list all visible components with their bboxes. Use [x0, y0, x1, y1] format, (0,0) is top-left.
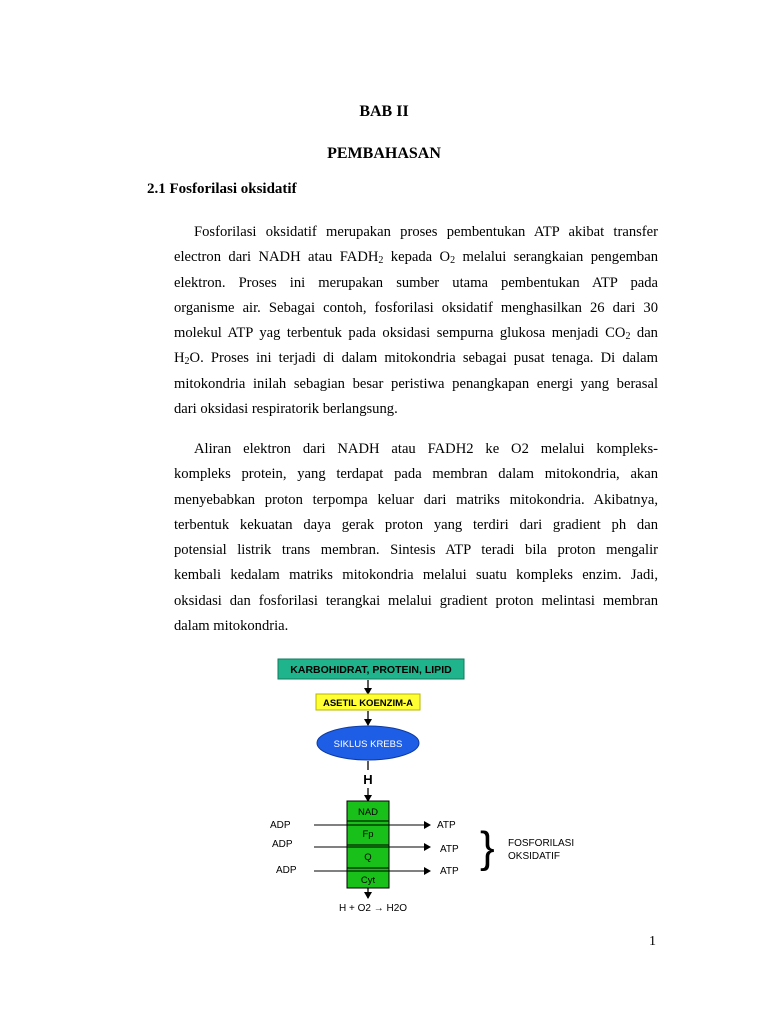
chain-nad-label: NAD	[357, 807, 379, 818]
paragraph-1-line-4: organisme air. Sebagai contoh, fosforilasi oksidatif menghasilkan 26 dari 30	[174, 299, 658, 316]
water-formation-label: H + O2 → H2O	[338, 903, 408, 914]
paragraph-2-line-5: potensial listrik trans membran. Sintesis ATP teradi bila proton mengalir	[174, 542, 658, 559]
paragraph-2-line-1: Aliran elektron dari NADH atau FADH2 ke O2 melalui kompleks-	[194, 441, 658, 457]
chain-fp-label: Fp	[362, 829, 374, 840]
paragraph-2-line-3: menyebabkan proton terpompa keluar dari matriks mitokondria. Akibatnya,	[174, 491, 658, 508]
text-fragment: electron dari NADH atau FADH	[174, 249, 379, 266]
adp-label: ADP	[270, 820, 291, 831]
paragraph-1-line-3: elektron. Proses ini merupakan sumber utama pembentukan ATP pada	[174, 274, 658, 291]
adp-label: ADP	[272, 839, 293, 850]
text-fragment: O. Proses ini terjadi di dalam mitokondria sebagai pusat tenaga. Di dalam	[189, 350, 658, 367]
atp-label: ATP	[440, 866, 459, 877]
page-number: 1	[649, 934, 656, 949]
section-heading: 2.1 Fosforilasi oksidatif	[147, 181, 297, 197]
text-fragment: molekul ATP yag terbentuk pada oksidasi sempurna glukosa menjadi CO	[174, 325, 626, 342]
paragraph-1-line-7: mitokondria inilah sebagian besar peristiwa penangkapan energi yang berasal	[174, 375, 658, 392]
paragraph-2-line-2: kompleks protein, yang terdapat pada membran dalam mitokondria, akan	[174, 466, 658, 483]
text-fragment: kepada O	[383, 249, 451, 266]
paragraph-2-line-8: dalam mitokondria.	[174, 618, 289, 635]
adp-label: ADP	[276, 865, 297, 876]
paragraph-2-line-6: kembali kedalam matriks mitokondria melalui suatu kompleks enzim. Jadi,	[174, 567, 658, 584]
source-box-label: KARBOHIDRAT, PROTEIN, LIPID	[290, 664, 452, 676]
subscript: 2	[625, 331, 631, 343]
acetyl-coa-label: ASETIL KOENZIM-A	[322, 698, 414, 709]
paragraph-1-line-1: Fosforilasi oksidatif merupakan proses pembentukan ATP akibat transfer	[194, 224, 658, 240]
chapter-heading: BAB II	[359, 103, 409, 120]
oksidatif-label: OKSIDATIF	[508, 851, 561, 862]
subscript: 2	[378, 255, 384, 267]
atp-label: ATP	[437, 820, 456, 831]
chain-cyt-label: Cyt	[360, 875, 376, 886]
paragraph-2-line-7: oksidasi dan fosforilasi terangkai melalui gradient proton melintasi membran	[174, 592, 658, 609]
hydrogen-label: H	[363, 772, 373, 787]
chapter-title: PEMBAHASAN	[327, 145, 441, 162]
paragraph-1-line-8: dari oksidasi respiratorik berlangsung.	[174, 401, 398, 418]
fosforilasi-label: FOSFORILASI	[508, 838, 575, 849]
subscript: 2	[184, 356, 190, 368]
text-fragment: H	[174, 350, 185, 367]
chain-q-label: Q	[364, 852, 372, 863]
text-fragment: dan	[630, 325, 658, 342]
subscript: 2	[450, 255, 456, 267]
text-fragment: melalui serangkaian pengemban	[455, 249, 659, 266]
krebs-cycle-label: SIKLUS KREBS	[333, 739, 403, 750]
brace-symbol: }	[480, 823, 495, 872]
atp-label: ATP	[440, 844, 459, 855]
paragraph-2-line-4: terbentuk kekuatan daya gerak proton yang terdiri dari gradient ph dan	[174, 516, 658, 533]
